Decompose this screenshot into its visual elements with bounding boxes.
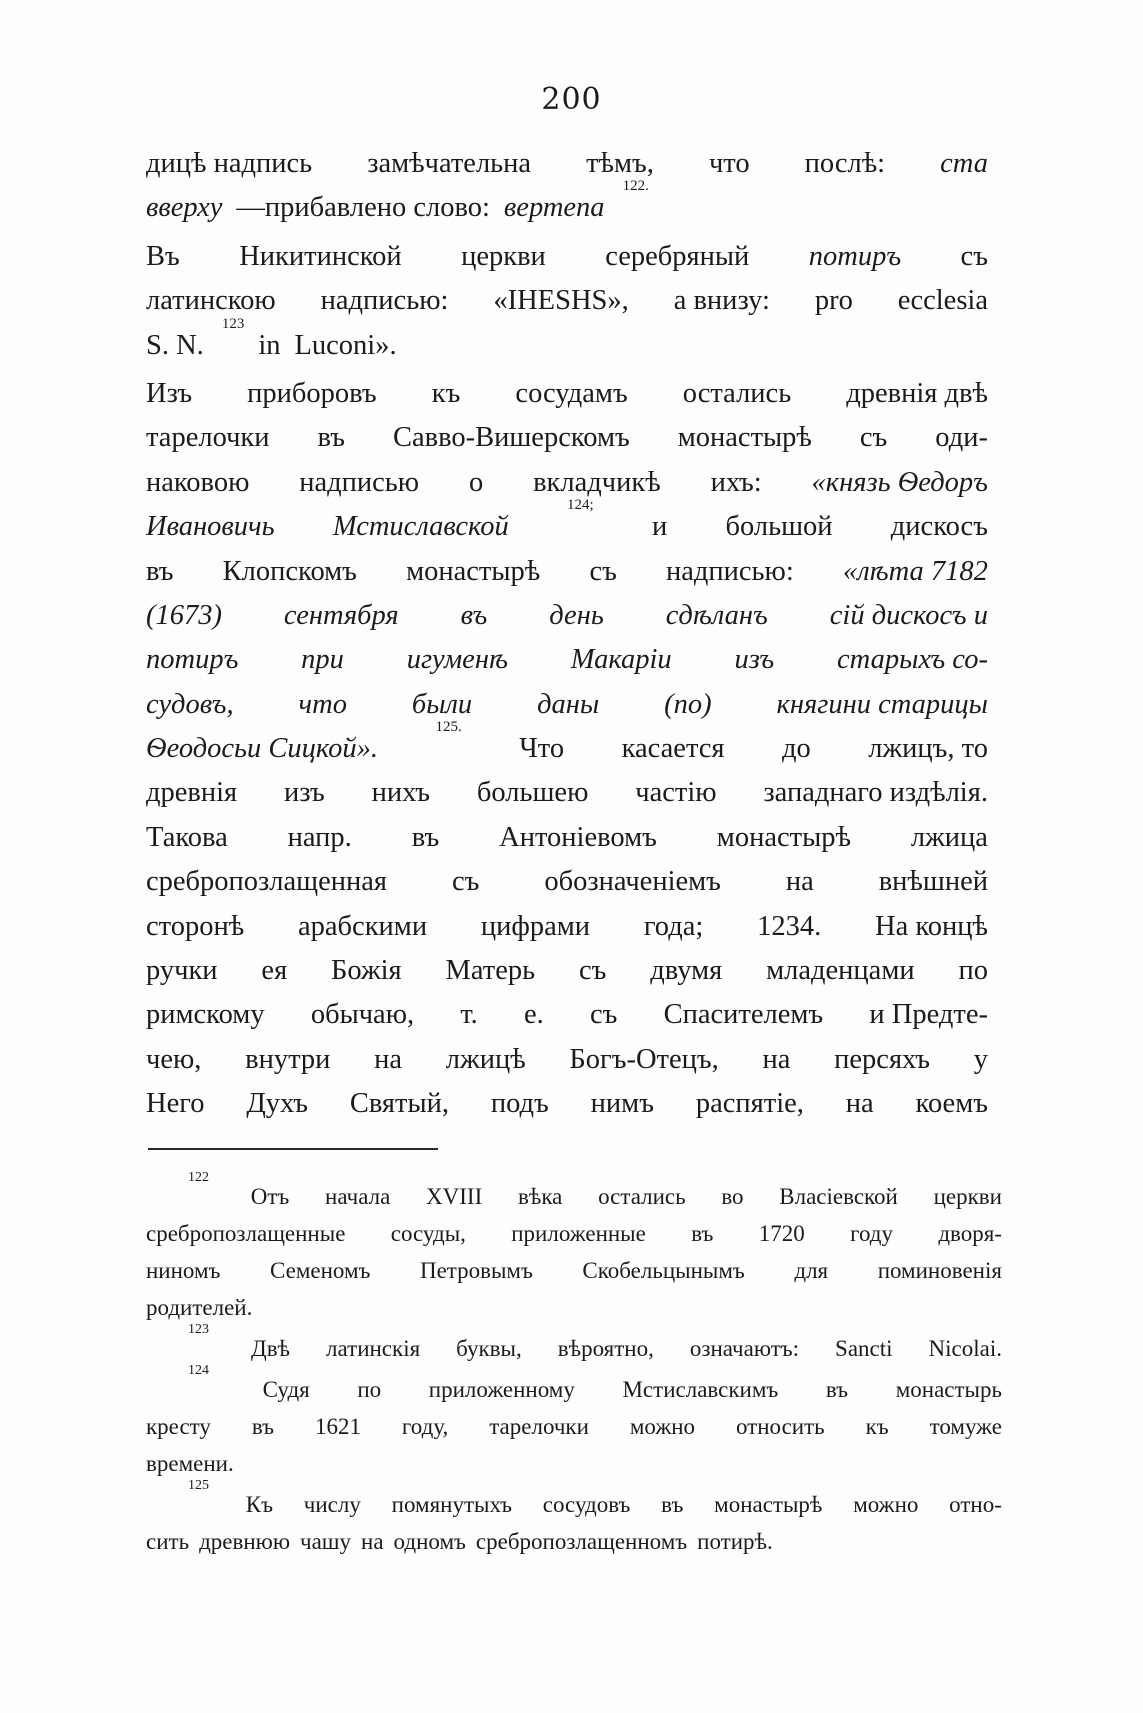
word: дискосъ (890, 511, 988, 543)
word: Судя (262, 1377, 310, 1402)
word: подъ (490, 1088, 549, 1120)
word: е. (524, 999, 544, 1031)
body-line (146, 1082, 988, 1126)
word: до (782, 733, 811, 765)
word: года; (643, 910, 704, 942)
body-line (146, 550, 988, 594)
word: Антоніевомъ (499, 821, 657, 853)
word: большею (476, 777, 589, 809)
word: и (651, 511, 668, 543)
word: можно (853, 1492, 919, 1517)
word: касается (621, 733, 725, 765)
word: Въ (146, 240, 180, 272)
word: день (549, 599, 604, 631)
word: in (258, 329, 281, 361)
word: на (361, 1529, 384, 1554)
word: приборовъ (247, 377, 377, 409)
word: Святый, (349, 1088, 449, 1120)
word: кресту (146, 1414, 211, 1439)
word: «князь Ѳедоръ (811, 466, 988, 498)
word: начала (325, 1184, 391, 1209)
word: можно (629, 1414, 696, 1439)
footnote-number: 124 (188, 1363, 209, 1378)
footnote-number: 122 (188, 1170, 209, 1185)
word: —прибавлено слово: (236, 192, 490, 224)
body-line (146, 638, 988, 682)
word: древнія (146, 777, 238, 809)
word: старыхъ со- (837, 644, 988, 676)
word: остались (682, 377, 792, 409)
page-number: 200 (541, 82, 602, 117)
word: чею, (146, 1043, 202, 1075)
word: (1673) (146, 599, 222, 631)
footnote-line (146, 1408, 1002, 1445)
word: изъ (734, 644, 775, 676)
word: сребропозлащенные (146, 1221, 346, 1246)
word: напр. (287, 821, 352, 853)
word: вертепа (503, 192, 605, 224)
word: чашу (300, 1529, 352, 1554)
word: нихъ (371, 777, 431, 809)
word: о (468, 466, 484, 498)
word: числу (303, 1492, 361, 1517)
word: съ (859, 422, 888, 454)
body-line (146, 860, 988, 904)
word: Семеномъ (269, 1258, 371, 1283)
word: означаютъ: (689, 1336, 800, 1361)
word: Матерь (445, 955, 536, 987)
word: 1720 (758, 1221, 805, 1246)
word: приложенные (511, 1221, 646, 1246)
word: монастырѣ (406, 555, 541, 587)
footnote-line (146, 1445, 1002, 1482)
word: для (794, 1258, 829, 1283)
word: латинскою (146, 285, 276, 317)
word: монастырѣ (714, 1492, 823, 1517)
word: въ (825, 1377, 849, 1402)
word: а внизу: (673, 285, 770, 317)
word: цифрами (480, 910, 591, 942)
word: съ (451, 866, 480, 898)
footnote-line (146, 1363, 1002, 1408)
body-line (146, 594, 988, 638)
body-line (146, 372, 988, 416)
word: лжица (910, 821, 988, 853)
word: Изъ (146, 377, 193, 409)
word: даны (537, 688, 600, 720)
word: оди- (935, 422, 988, 454)
body-line (146, 719, 988, 771)
body-line (146, 315, 988, 368)
word: игуменѣ (406, 644, 508, 676)
word: поминовенія (877, 1258, 1002, 1283)
body-line (146, 1038, 988, 1082)
word: Никитинской (239, 240, 402, 272)
word: Двѣ (251, 1336, 291, 1361)
footnote-ref: 125. (435, 719, 462, 736)
word: въ (251, 1414, 275, 1439)
word: вверху (146, 192, 223, 224)
word: младенцами (766, 955, 915, 987)
word: буквы, (456, 1336, 522, 1361)
word: дицѣ надпись (146, 148, 313, 179)
body-line (146, 949, 988, 993)
word: ниномъ (146, 1258, 221, 1283)
word: году (850, 1221, 893, 1246)
word: въ (661, 1492, 684, 1517)
word: внутри (245, 1043, 331, 1075)
word: pro (814, 285, 853, 317)
word: на (845, 1088, 874, 1120)
word: одномъ (393, 1529, 466, 1554)
word: сребропозлащенная (146, 866, 388, 898)
word: по (958, 955, 988, 987)
word: нимъ (590, 1088, 654, 1120)
word: На концѣ (875, 910, 988, 942)
word: Богъ-Отецъ, (569, 1043, 719, 1075)
word: латинскія (326, 1336, 421, 1361)
word: наковою (146, 466, 250, 498)
word: двумя (650, 955, 723, 987)
word: ея (261, 955, 288, 987)
word: сій дискосъ и (829, 599, 988, 631)
body-line (146, 142, 988, 186)
word: приложенному (428, 1377, 575, 1402)
word: Къ (245, 1492, 274, 1517)
word: арабскими (298, 910, 428, 942)
footnote (146, 1322, 1002, 1367)
word: Мстиславской (332, 511, 509, 543)
word: Мстиславскимъ (622, 1377, 779, 1402)
body-line (146, 178, 988, 230)
word: римскому (146, 999, 265, 1031)
word: Божія (331, 955, 402, 987)
word: сить (146, 1529, 190, 1554)
word: обычаю, (310, 999, 415, 1031)
word: Клопскомъ (222, 555, 357, 587)
word: ста (940, 148, 988, 179)
footnote-line (146, 1523, 1002, 1560)
word: при (301, 644, 344, 676)
word: серебряный (605, 240, 750, 272)
word: монастырѣ (716, 821, 851, 853)
word: 1621 (314, 1414, 361, 1439)
word: замѣчательна (367, 148, 532, 179)
word: коемъ (915, 1088, 988, 1120)
footnote-line (146, 1252, 1002, 1289)
footnote (146, 1478, 1002, 1560)
word: большой (725, 511, 833, 543)
footnote-line (146, 1478, 1002, 1523)
word: послѣ: (804, 148, 886, 179)
word: древнюю (199, 1529, 291, 1554)
word: надписью: (666, 555, 794, 587)
word: Ѳеодосьи Сицкой». (146, 733, 379, 765)
word: что (708, 148, 750, 179)
word: надписью: (320, 285, 449, 317)
word: Петровымъ (419, 1258, 533, 1283)
footnote-number: 125 (188, 1478, 209, 1493)
word: вѣроятно, (557, 1336, 654, 1361)
footnote-line (146, 1215, 1002, 1252)
footnote-line (146, 1322, 1002, 1367)
body-line (146, 683, 988, 727)
word: Макаріи (570, 644, 672, 676)
word: распятіе, (695, 1088, 804, 1120)
word: по (357, 1377, 382, 1402)
word: (по) (664, 688, 712, 720)
word: что (298, 688, 347, 720)
word: сосудамъ (515, 377, 628, 409)
footnote-line (146, 1289, 1002, 1326)
word: остались (598, 1184, 686, 1209)
word: потирѣ. (697, 1529, 773, 1554)
footnote-ref: 123 (221, 315, 245, 332)
word: Него (146, 1088, 205, 1120)
word: Ивановичь (146, 511, 275, 543)
word: «IHESHS», (493, 285, 629, 317)
word: XVIII (426, 1184, 483, 1209)
word: Власіевской (779, 1184, 898, 1209)
main-text (146, 142, 988, 1127)
word: Nicolai. (928, 1336, 1002, 1361)
word: съ (589, 555, 617, 587)
word: на (785, 866, 814, 898)
word: относить (735, 1414, 825, 1439)
word: Духъ (246, 1088, 308, 1120)
word: къ (865, 1414, 889, 1439)
word: потиръ (146, 644, 239, 676)
word: тарелочки (489, 1414, 589, 1439)
word: Sancti (835, 1336, 893, 1361)
word: Спасителемъ (663, 999, 824, 1031)
word: на (762, 1043, 791, 1075)
word: году, (401, 1414, 449, 1439)
word: съ (590, 999, 618, 1031)
word: ecclesia (897, 285, 988, 317)
footnote (146, 1170, 1002, 1326)
word: помянутыхъ (391, 1492, 512, 1517)
word: у (973, 1043, 988, 1075)
word: сторонѣ (146, 910, 245, 942)
word: лжицѣ (445, 1043, 526, 1075)
word: потиръ (808, 240, 902, 272)
word: лжицъ, то (868, 733, 988, 765)
word: съ (960, 240, 988, 272)
word: сребропозлащенномъ (475, 1529, 688, 1554)
footnote-ref: 122. (622, 178, 649, 195)
word: обозначеніемъ (544, 866, 721, 898)
word: Что (519, 733, 565, 765)
word: внѣшней (878, 866, 988, 898)
word: въ (146, 555, 174, 587)
word: частію (635, 777, 717, 809)
word: древнія двѣ (846, 377, 988, 409)
word: времени. (146, 1451, 234, 1476)
word: Luconi». (294, 329, 397, 361)
word: княгини старицы (776, 688, 988, 720)
word: къ (431, 377, 461, 409)
body-line (146, 816, 988, 860)
body-line (146, 279, 988, 323)
word: церкви (933, 1184, 1002, 1209)
footnote (146, 1363, 1002, 1482)
word: сосудовъ (542, 1492, 631, 1517)
word: вкладчикѣ (533, 466, 661, 498)
word: Савво-Вишерскомъ (392, 422, 630, 454)
word: томуже (929, 1414, 1002, 1439)
word: судовъ, (146, 688, 234, 720)
word: ручки (146, 955, 218, 987)
word: дворя- (938, 1221, 1002, 1246)
footnote-line (146, 1170, 1002, 1215)
body-line (146, 905, 988, 949)
word: и Предте- (869, 999, 988, 1031)
word: монастырь (895, 1377, 1002, 1402)
word: монастырѣ (677, 422, 812, 454)
word: персяхъ (834, 1043, 930, 1075)
word: во (721, 1184, 744, 1209)
word: были (411, 688, 473, 720)
word: «лѣта 7182 (842, 555, 988, 587)
body-line (146, 497, 988, 549)
word: S. N. (146, 329, 204, 361)
word: на (374, 1043, 403, 1075)
body-line (146, 416, 988, 460)
word: въ (691, 1221, 714, 1246)
word: надписью (299, 466, 420, 498)
word: сдѣланъ (665, 599, 768, 631)
word: западнаго издѣлія. (763, 777, 988, 809)
word: съ (579, 955, 607, 987)
word: сосуды, (390, 1221, 466, 1246)
footnote-divider (148, 1148, 438, 1150)
body-line (146, 235, 988, 279)
footnotes (146, 1170, 1002, 1560)
word: 1234. (757, 910, 822, 942)
word: тарелочки (146, 422, 270, 454)
footnote-ref: 124; (567, 497, 594, 514)
word: тѣмъ, (586, 148, 654, 179)
word: ихъ: (710, 466, 762, 498)
word: т. (460, 999, 478, 1031)
word: церкви (461, 240, 546, 272)
body-line (146, 993, 988, 1037)
word: въ (411, 821, 440, 853)
word: сентября (283, 599, 399, 631)
body-line (146, 771, 988, 815)
word: отно- (949, 1492, 1002, 1517)
word: вѣка (517, 1184, 563, 1209)
word: родителей. (146, 1295, 253, 1320)
word: Скобельцынымъ (582, 1258, 745, 1283)
word: въ (317, 422, 345, 454)
word: изъ (284, 777, 325, 809)
word: Отъ (250, 1184, 290, 1209)
footnote-number: 123 (188, 1322, 209, 1337)
word: въ (460, 599, 488, 631)
word: Такова (146, 821, 228, 853)
